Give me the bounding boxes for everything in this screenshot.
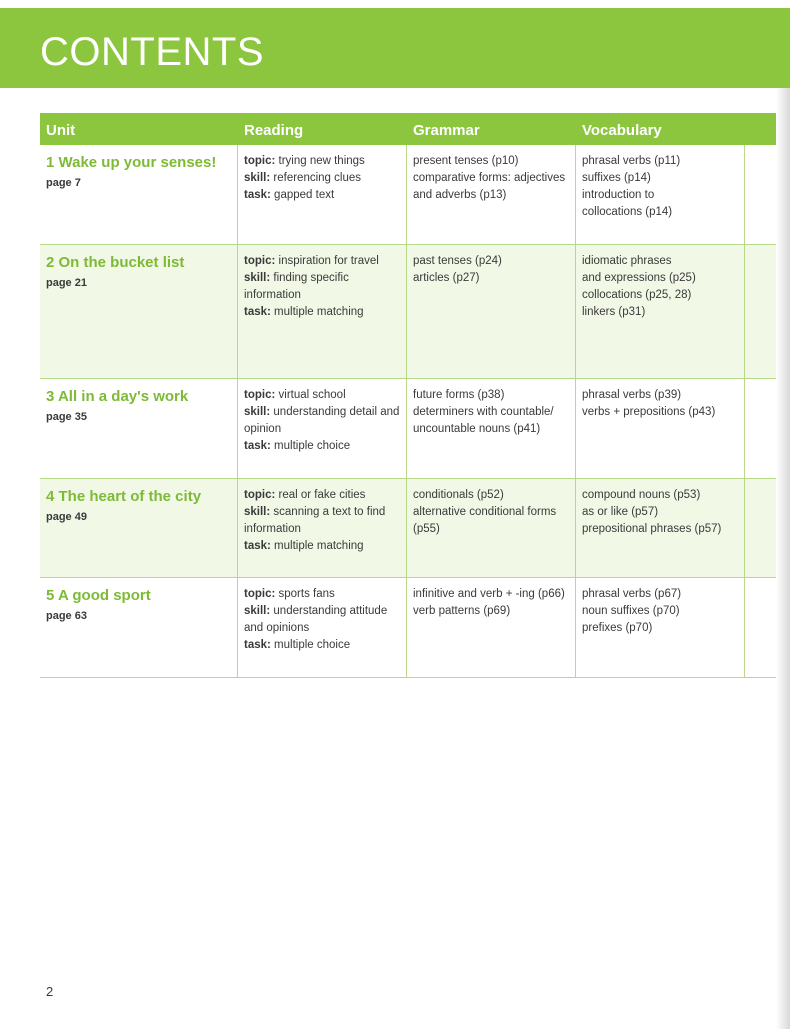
grammar-cell: [407, 379, 576, 478]
vocabulary-item: phrasal verbs (p11): [582, 155, 681, 167]
reading-text: inspiration for travel: [275, 255, 379, 267]
reading-label: task:: [244, 540, 271, 552]
table-row: [40, 379, 790, 479]
reading-cell: [238, 145, 407, 244]
unit-cell: [40, 145, 238, 244]
reading-text: scanning a text to find information: [244, 506, 386, 535]
reading-item: [244, 487, 400, 504]
reading-cell: [238, 245, 407, 378]
unit-cell: [40, 379, 238, 478]
grammar-cell: [407, 479, 576, 577]
reading-text: multiple matching: [270, 540, 364, 552]
vocabulary-item: phrasal verbs (p39): [582, 389, 682, 401]
reading-label: topic:: [244, 389, 276, 401]
reading-label: task:: [244, 440, 271, 452]
reading-item: [244, 270, 400, 304]
vocabulary-item: compound nouns (p53): [582, 489, 701, 501]
reading-item: [244, 187, 400, 204]
page-number: 2: [46, 984, 54, 999]
table-row: [40, 245, 790, 379]
grammar-item: future forms (p38): [413, 389, 505, 401]
vocabulary-item: as or like (p57): [582, 506, 659, 518]
vocabulary-cell: [576, 145, 745, 244]
grammar-item: present tenses (p10): [413, 155, 519, 167]
page-edge-shadow: [776, 88, 790, 1029]
reading-text: real or fake cities: [275, 489, 366, 501]
reading-item: [244, 404, 400, 438]
reading-label: skill:: [244, 172, 271, 184]
grammar-item: infinitive and verb + -ing (p66): [413, 588, 565, 600]
table-row: [40, 145, 790, 245]
vocabulary-cell: [576, 578, 745, 677]
grammar-item: verb patterns (p69): [413, 605, 511, 617]
grammar-item: and adverbs (p13): [413, 189, 507, 201]
unit-title: 4 The heart of the city: [46, 488, 202, 505]
reading-cell: [238, 379, 407, 478]
reading-text: virtual school: [275, 389, 346, 401]
table-row: [40, 578, 790, 678]
vocabulary-cell: [576, 379, 745, 478]
reading-cell: [238, 578, 407, 677]
grammar-item: alternative conditional forms: [413, 506, 557, 518]
vocabulary-item: prefixes (p70): [582, 622, 653, 634]
reading-item: [244, 304, 400, 321]
reading-label: topic:: [244, 255, 276, 267]
unit-cell: [40, 245, 238, 378]
reading-item: [244, 586, 400, 603]
reading-item: [244, 538, 400, 555]
reading-label: skill:: [244, 406, 271, 418]
reading-item: [244, 170, 400, 187]
table-header: [40, 113, 790, 145]
page-title: CONTENTS: [40, 30, 264, 74]
vocabulary-cell: [576, 479, 745, 577]
reading-label: topic:: [244, 489, 276, 501]
vocabulary-item: collocations (p14): [582, 206, 673, 218]
header-unit: Unit: [46, 122, 76, 139]
reading-text: gapped text: [270, 189, 335, 201]
grammar-item: comparative forms: adjectives: [413, 172, 566, 184]
vocabulary-item: phrasal verbs (p67): [582, 588, 682, 600]
unit-page: page 7: [46, 177, 81, 189]
reading-label: task:: [244, 189, 271, 201]
unit-cell: [40, 578, 238, 677]
grammar-item: past tenses (p24): [413, 255, 502, 267]
vocabulary-item: idiomatic phrases: [582, 255, 672, 267]
reading-text: understanding detail and opinion: [244, 406, 400, 435]
vocabulary-item: noun suffixes (p70): [582, 605, 680, 617]
reading-text: referencing clues: [270, 172, 361, 184]
reading-label: task:: [244, 306, 271, 318]
reading-label: topic:: [244, 155, 276, 167]
vocabulary-item: linkers (p31): [582, 306, 646, 318]
grammar-item: articles (p27): [413, 272, 480, 284]
vocabulary-item: and expressions (p25): [582, 272, 696, 284]
grammar-item: determiners with countable/: [413, 406, 554, 418]
vocabulary-item: suffixes (p14): [582, 172, 651, 184]
reading-item: [244, 438, 400, 455]
reading-item: [244, 387, 400, 404]
unit-cell: [40, 479, 238, 577]
grammar-cell: [407, 578, 576, 677]
grammar-item: uncountable nouns (p41): [413, 423, 541, 435]
reading-text: finding specific information: [244, 272, 349, 301]
header-reading: Reading: [244, 122, 304, 139]
unit-page: page 21: [46, 277, 87, 289]
unit-title: 2 On the bucket list: [46, 254, 185, 271]
unit-title: 5 A good sport: [46, 587, 151, 604]
unit-page: page 35: [46, 411, 87, 423]
vocabulary-cell: [576, 245, 745, 378]
table-row: [40, 479, 790, 578]
grammar-cell: [407, 145, 576, 244]
reading-label: task:: [244, 639, 271, 651]
reading-label: skill:: [244, 605, 271, 617]
unit-page: page 63: [46, 610, 87, 622]
reading-text: trying new things: [275, 155, 365, 167]
unit-page: page 49: [46, 511, 87, 523]
vocabulary-item: introduction to: [582, 189, 655, 201]
reading-item: [244, 504, 400, 538]
reading-item: [244, 153, 400, 170]
reading-text: multiple choice: [270, 639, 351, 651]
reading-label: skill:: [244, 272, 271, 284]
reading-text: multiple choice: [270, 440, 351, 452]
reading-cell: [238, 479, 407, 577]
reading-label: topic:: [244, 588, 276, 600]
header-vocabulary: Vocabulary: [582, 122, 662, 139]
vocabulary-item: prepositional phrases (p57): [582, 523, 722, 535]
reading-text: understanding attitude and opinions: [244, 605, 388, 634]
vocabulary-item: collocations (p25, 28): [582, 289, 692, 301]
vocabulary-item: verbs + prepositions (p43): [582, 406, 716, 418]
reading-item: [244, 637, 400, 654]
reading-label: skill:: [244, 506, 271, 518]
unit-title: 3 All in a day's work: [46, 388, 189, 405]
grammar-cell: [407, 245, 576, 378]
grammar-item: (p55): [413, 523, 440, 535]
reading-text: multiple matching: [270, 306, 364, 318]
grammar-item: conditionals (p52): [413, 489, 504, 501]
unit-title: 1 Wake up your senses!: [46, 154, 217, 171]
reading-item: [244, 253, 400, 270]
header-grammar: Grammar: [413, 122, 480, 139]
reading-text: sports fans: [275, 588, 335, 600]
reading-item: [244, 603, 400, 637]
contents-table: [40, 113, 790, 678]
